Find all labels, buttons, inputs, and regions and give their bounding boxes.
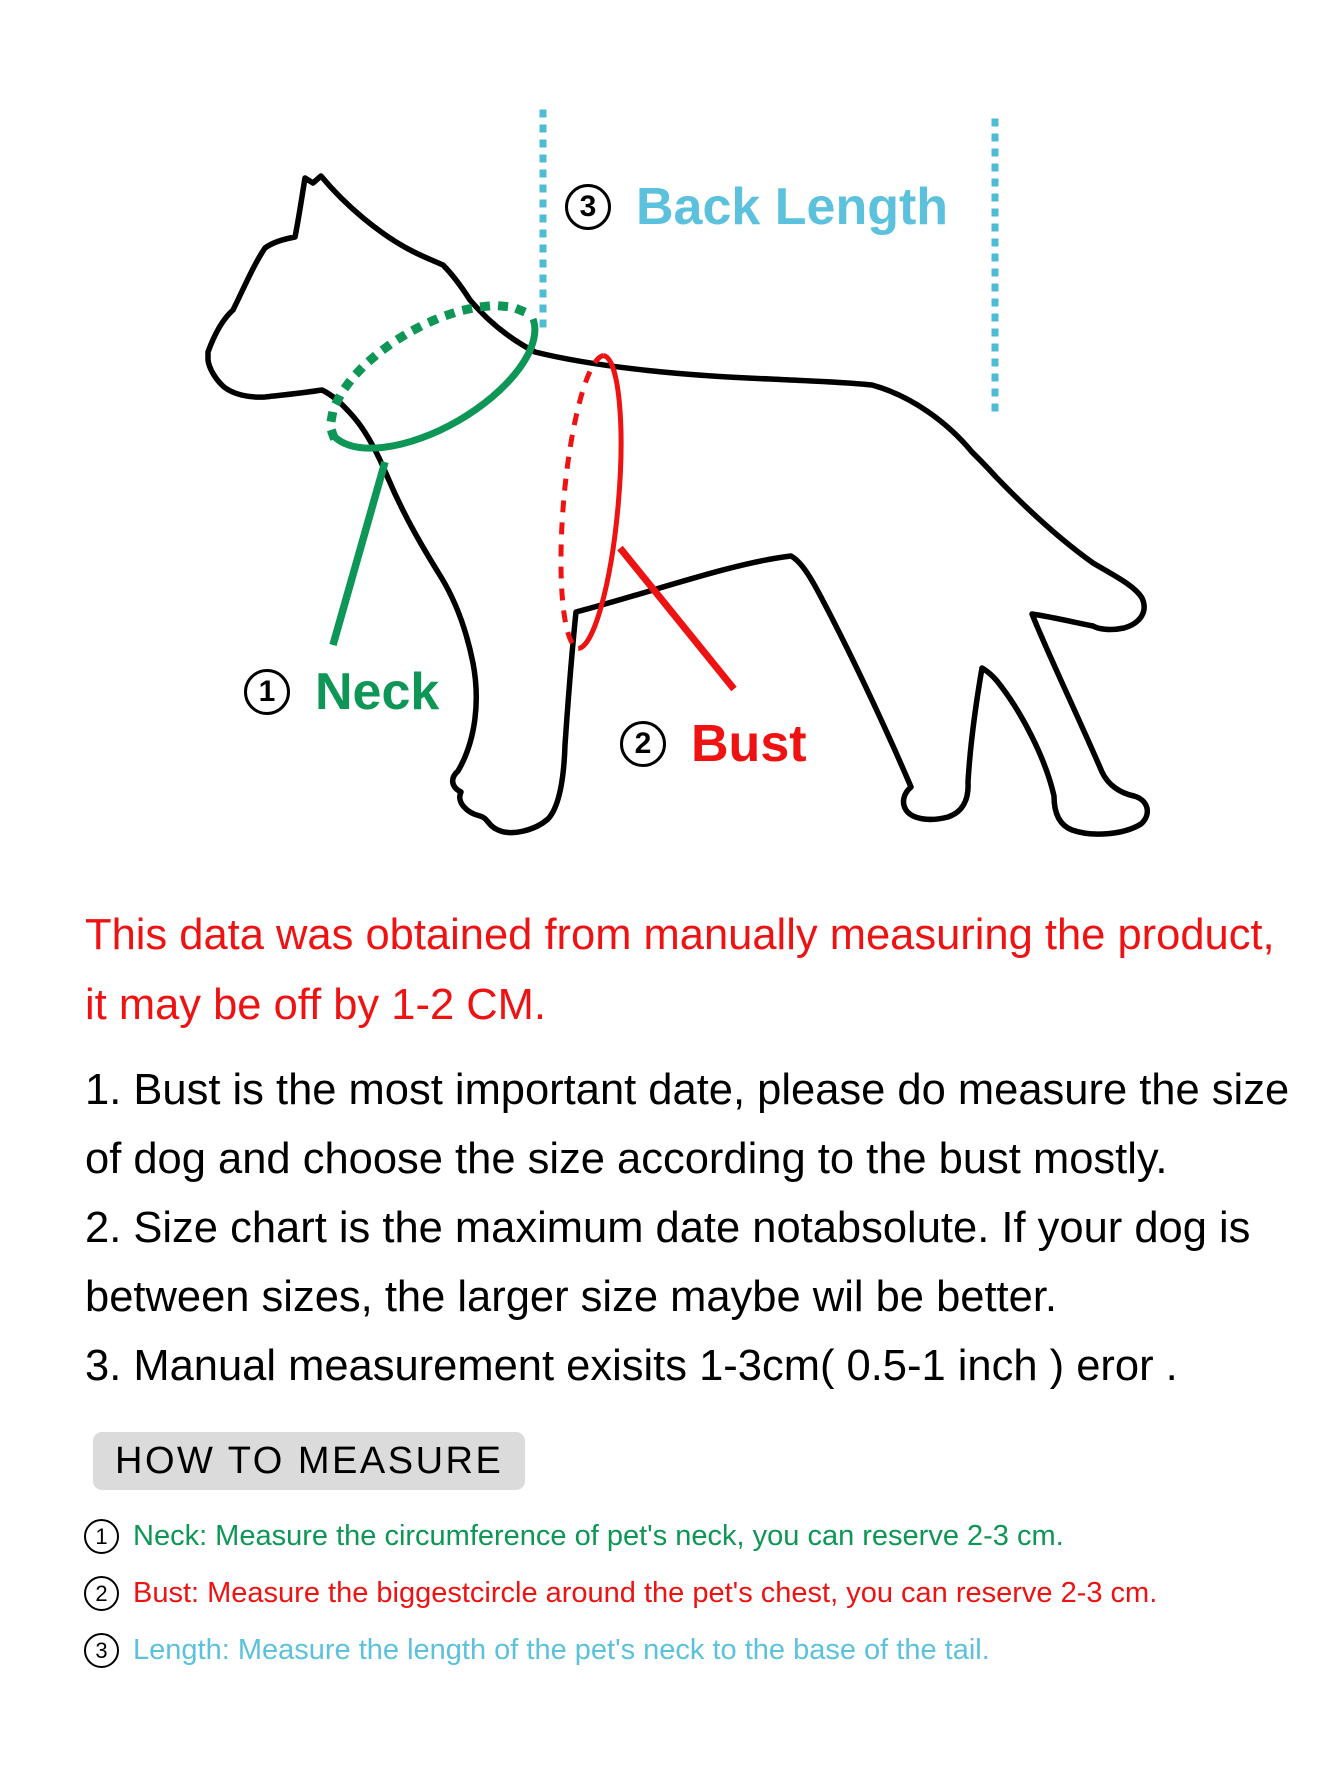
note-line-5: 3. Manual measurement exisits 1-3cm( 0.5-1 inch ) eror . [85, 1342, 1178, 1390]
measure-step-length [84, 1622, 1157, 1679]
note-line-3: 2. Size chart is the maximum date notabsolute. If your dog is [85, 1204, 1251, 1252]
neck-label-text: Neck [315, 663, 440, 721]
back-length-label-text: Back Length [636, 178, 949, 236]
circled-number-1-icon: 1 [244, 669, 290, 715]
measure-step-length-text: Length: Measure the length of the pet's neck to the base of the tail. [133, 1634, 990, 1666]
bust-label-text: Bust [691, 715, 807, 773]
circled-number-2-icon: 2 [620, 721, 666, 767]
back-length-label [565, 178, 949, 236]
note-line-4: between sizes, the larger size maybe wil be better. [85, 1273, 1057, 1321]
measure-step-bust-text: Bust: Measure the biggestcircle around the pet's chest, you can reserve 2-3 cm. [133, 1577, 1158, 1609]
step-circled-number-3-icon: 3 [84, 1633, 119, 1668]
sizing-notes [85, 1056, 1295, 1401]
circled-number-3-icon: 3 [565, 184, 611, 230]
measure-step-bust [84, 1565, 1157, 1622]
how-to-measure-heading: HOW TO MEASURE [93, 1432, 525, 1490]
measure-step-neck-text: Neck: Measure the circumference of pet's neck, you can reserve 2-3 cm. [133, 1520, 1064, 1552]
neck-label [244, 663, 440, 721]
measure-step-neck [84, 1508, 1157, 1565]
note-line-1: 1. Bust is the most important date, please do measure the size [85, 1066, 1290, 1114]
bust-label [620, 715, 807, 773]
how-to-measure-steps [84, 1508, 1157, 1679]
step-circled-number-1-icon: 1 [84, 1519, 119, 1554]
dog-measurement-diagram [0, 0, 1340, 880]
neck-pointer-line [333, 462, 385, 645]
note-line-2: of dog and choose the size according to the bust mostly. [85, 1135, 1168, 1183]
step-circled-number-2-icon: 2 [84, 1576, 119, 1611]
disclaimer-line-1: This data was obtained from manually measuring the product, [85, 911, 1275, 959]
measurement-disclaimer [85, 900, 1285, 1040]
disclaimer-line-2: it may be off by 1-2 CM. [85, 981, 546, 1029]
bust-ellipse-solid-arc [578, 356, 621, 649]
neck-ellipse-dotted-arc [331, 306, 533, 435]
